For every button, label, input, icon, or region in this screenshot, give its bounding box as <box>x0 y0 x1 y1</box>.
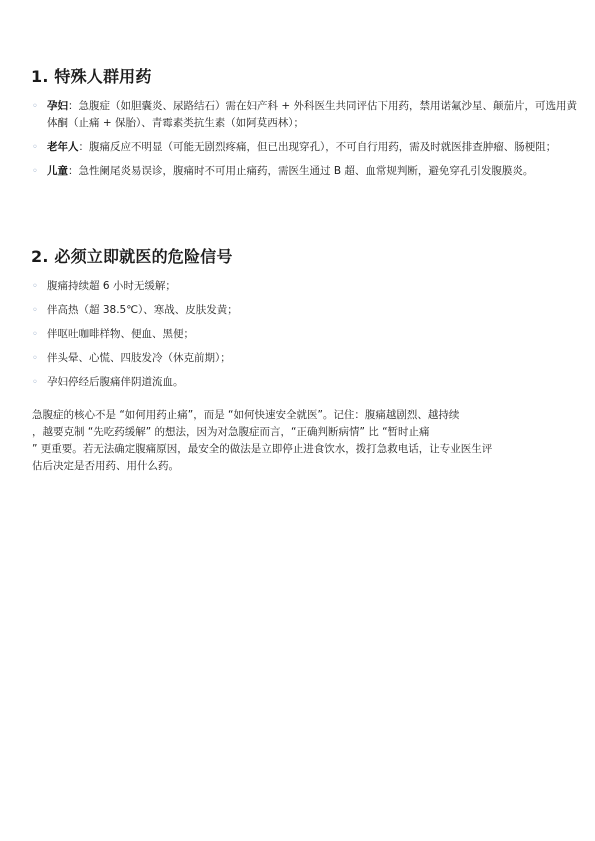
summary-paragraph <box>32 407 568 475</box>
list-item-danger-signal <box>32 302 577 319</box>
item-text: 急腹症（如胆囊炎、尿路结石）需在妇产科 + 外科医生共同评估下用药，禁用诺氟沙星、颠茄片，可选用黄体酮（止痛 + 保胎）、青霉素类抗生素（如阿莫西林）； <box>47 100 577 129</box>
item-separator: ： <box>78 141 89 153</box>
summary-line: 急腹症的核心不是 “如何用药止痛”，而是 “如何快速安全就医”。记住：腹痛越剧烈、越持续 <box>32 409 460 421</box>
list-item-danger-signal <box>32 326 577 343</box>
bullet-icon: ◦ <box>32 166 38 177</box>
summary-line: ，越要克制 “先吃药缓解” 的想法，因为对急腹症而言，“正确判断病情” 比 “暂时止痛 <box>32 426 430 438</box>
list-item-elderly <box>32 139 577 156</box>
danger-signals-list <box>32 278 577 398</box>
bullet-icon: ◦ <box>32 377 38 388</box>
item-label: 儿童 <box>47 165 68 177</box>
bullet-icon: ◦ <box>32 281 38 292</box>
item-separator: ： <box>68 100 79 112</box>
item-text: 伴高热（超 38.5℃）、寒战、皮肤发黄； <box>47 304 238 316</box>
bullet-icon: ◦ <box>32 101 38 112</box>
list-item-pregnant <box>32 98 577 132</box>
item-label: 老年人 <box>47 141 79 153</box>
bullet-icon: ◦ <box>32 142 38 153</box>
bullet-icon: ◦ <box>32 353 38 364</box>
item-text: 腹痛持续超 6 小时无缓解； <box>47 280 176 292</box>
list-item-danger-signal <box>32 374 577 391</box>
bullet-icon: ◦ <box>32 305 38 316</box>
bullet-icon: ◦ <box>32 329 38 340</box>
summary-line: ” 更重要。若无法确定腹痛原因，最安全的做法是立即停止进食饮水，拨打急救电话，让专业医生评 <box>32 443 493 455</box>
list-item-danger-signal <box>32 278 577 295</box>
item-label: 孕妇 <box>47 100 68 112</box>
item-text: 伴呕吐咖啡样物、便血、黑便； <box>47 328 194 340</box>
item-separator: ： <box>68 165 79 177</box>
item-text: 腹痛反应不明显（可能无剧烈疼痛，但已出现穿孔），不可自行用药，需及时就医排查肿瘤、肠梗阻； <box>89 141 557 153</box>
item-text: 急性阑尾炎易误诊，腹痛时不可用止痛药，需医生通过 B 超、血常规判断，避免穿孔引发腹膜炎。 <box>78 165 534 177</box>
summary-line: 估后决定是否用药、用什么药。 <box>32 460 179 472</box>
list-item-children <box>32 163 577 180</box>
item-text: 孕妇停经后腹痛伴阴道流血。 <box>47 376 184 388</box>
section-heading-danger-signals: 2. 必须立即就医的危险信号 <box>31 247 233 266</box>
list-item-danger-signal <box>32 350 577 367</box>
special-populations-list <box>32 98 577 187</box>
item-text: 伴头晕、心慌、四肢发冷（休克前期）； <box>47 352 231 364</box>
section-heading-special-populations: 1. 特殊人群用药 <box>31 67 152 86</box>
